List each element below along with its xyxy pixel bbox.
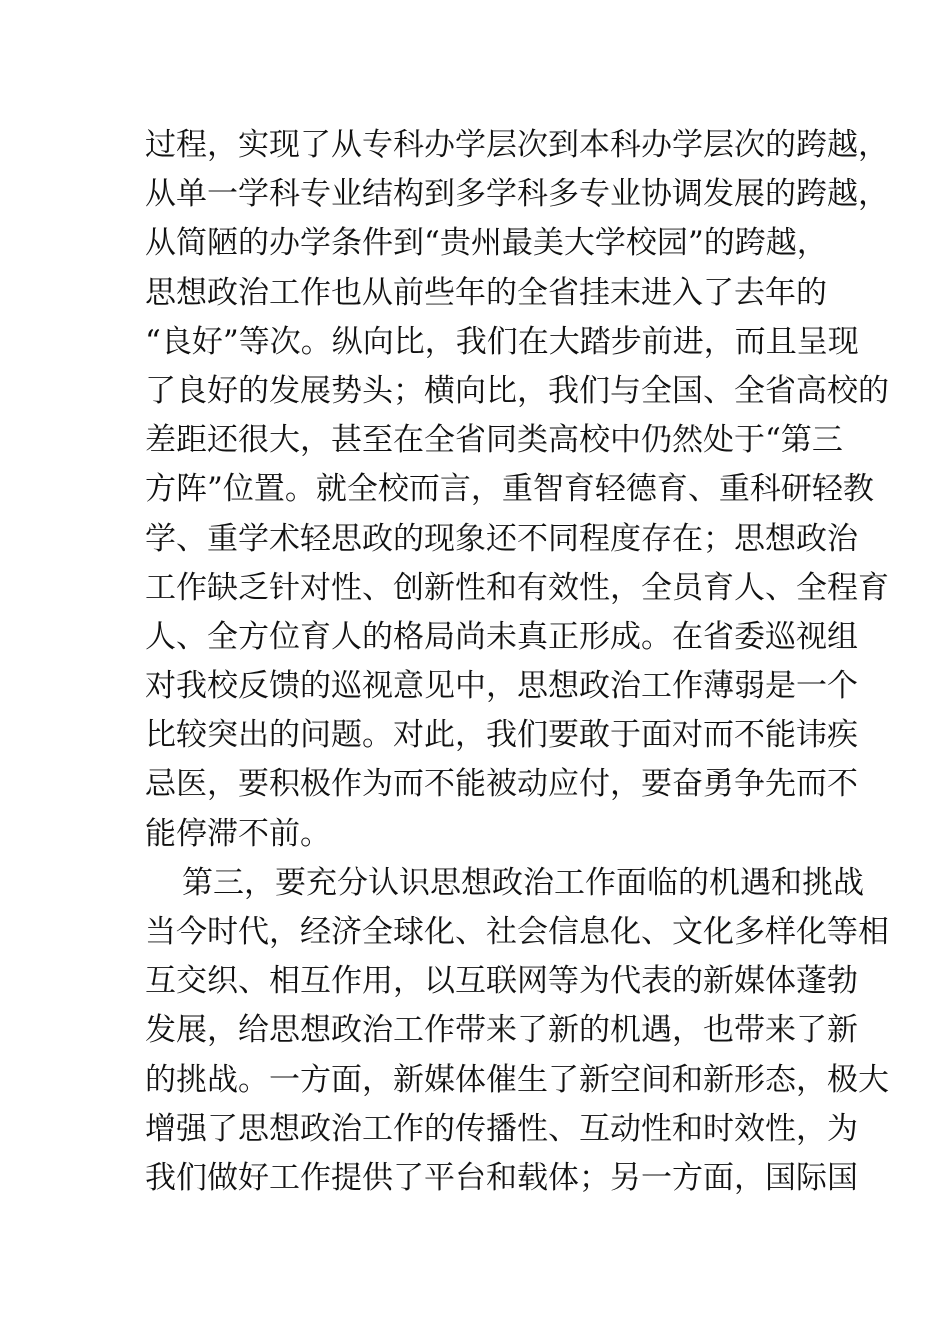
text-line: 了良好的发展势头；横向比，我们与全国、全省高校的 bbox=[145, 372, 889, 409]
text-line: 比较突出的问题。对此，我们要敢于面对而不能讳疾 bbox=[145, 717, 858, 754]
text-line: 过程，实现了从专科办学层次到本科办学层次的跨越， bbox=[145, 127, 889, 163]
text-line: 我们做好工作提供了平台和载体；另一方面，国际国 bbox=[145, 1159, 858, 1196]
text-line: 差距还很大，甚至在全省同类高校中仍然处于“第三 bbox=[145, 422, 843, 459]
text-line: 从单一学科专业结构到多学科多专业协调发展的跨越， bbox=[145, 176, 889, 213]
text-line: 对我校反馈的巡视意见中，思想政治工作薄弱是一个 bbox=[145, 668, 858, 705]
text-line: 忌医，要积极作为而不能被动应付，要奋勇争先而不 bbox=[145, 766, 858, 803]
text-line: 增强了思想政治工作的传播性、互动性和时效性，为 bbox=[145, 1110, 858, 1147]
text-line: “良好”等次。纵向比，我们在大踏步前进，而且呈现 bbox=[145, 323, 859, 360]
text-line: 发展，给思想政治工作带来了新的机遇，也带来了新 bbox=[145, 1012, 858, 1049]
text-line: 思想政治工作也从前些年的全省挂末进入了去年的 bbox=[145, 274, 827, 311]
body-text bbox=[145, 121, 889, 1203]
section-heading-line: 第三，要充分认识思想政治工作面临的机遇和挑战 bbox=[182, 864, 864, 901]
text-line: 从简陋的办学条件到“贵州最美大学校园”的跨越， bbox=[145, 225, 828, 262]
text-line: 当今时代，经济全球化、社会信息化、文化多样化等相 bbox=[145, 914, 889, 950]
text-line: 学、重学术轻思政的现象还不同程度存在；思想政治 bbox=[145, 520, 858, 557]
text-line: 的挑战。一方面，新媒体催生了新空间和新形态，极大 bbox=[145, 1061, 889, 1098]
text-line: 互交织、相互作用，以互联网等为代表的新媒体蓬勃 bbox=[145, 963, 858, 1000]
text-line: 工作缺乏针对性、创新性和有效性，全员育人、全程育 bbox=[145, 569, 889, 606]
text-line: 方阵”位置。就全校而言，重智育轻德育、重科研轻教 bbox=[145, 471, 874, 508]
text-line: 能停滞不前。 bbox=[145, 815, 331, 852]
text-line: 人、全方位育人的格局尚未真正形成。在省委巡视组 bbox=[145, 618, 858, 655]
